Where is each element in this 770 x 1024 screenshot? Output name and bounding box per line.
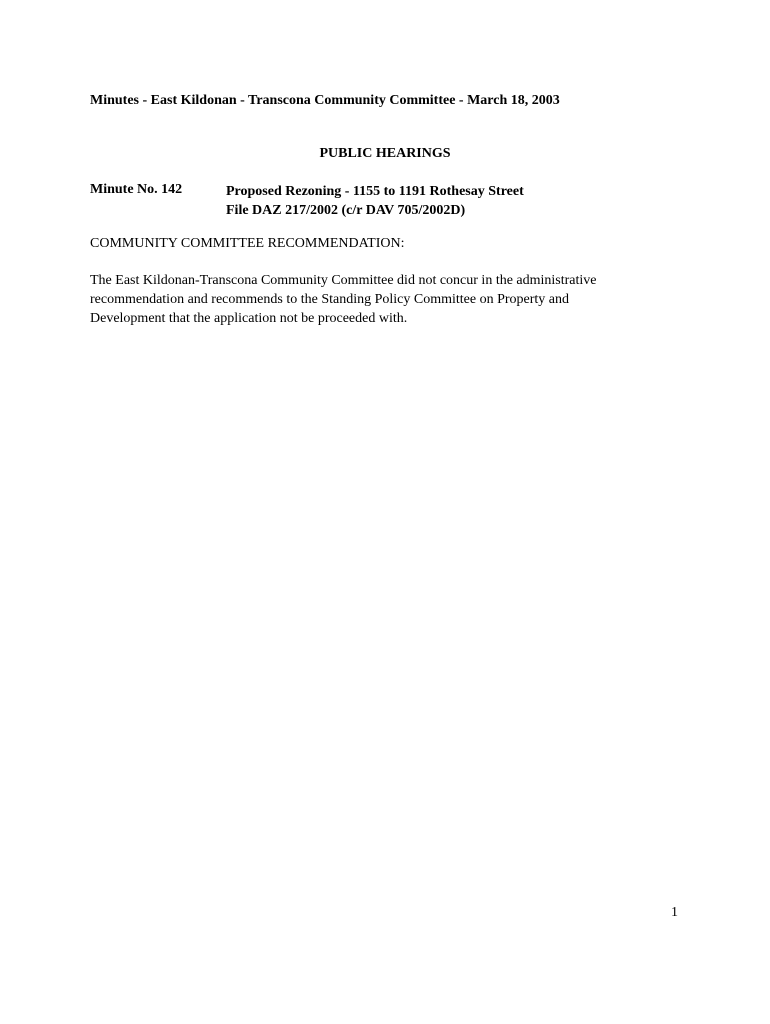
recommendation-paragraph bbox=[90, 271, 690, 328]
minute-subject bbox=[226, 182, 524, 220]
document-title: Minutes - East Kildonan - Transcona Community Committee - March 18, 2003 bbox=[90, 93, 560, 108]
page-number: 1 bbox=[671, 905, 678, 920]
section-heading: PUBLIC HEARINGS bbox=[319, 146, 451, 161]
recommendation-line: recommendation and recommends to the Standing Policy Committee on Property and bbox=[90, 292, 570, 307]
recommendation-heading: COMMUNITY COMMITTEE RECOMMENDATION: bbox=[90, 236, 405, 251]
minute-number: Minute No. 142 bbox=[90, 182, 183, 197]
recommendation-line: The East Kildonan-Transcona Community Committee did not concur in the administrative bbox=[90, 273, 597, 288]
minute-subject-line: Proposed Rezoning - 1155 to 1191 Rothesay Street bbox=[226, 184, 524, 199]
minute-file-reference: File DAZ 217/2002 (c/r DAV 705/2002D) bbox=[226, 203, 466, 218]
recommendation-line: Development that the application not be proceeded with. bbox=[90, 311, 408, 326]
